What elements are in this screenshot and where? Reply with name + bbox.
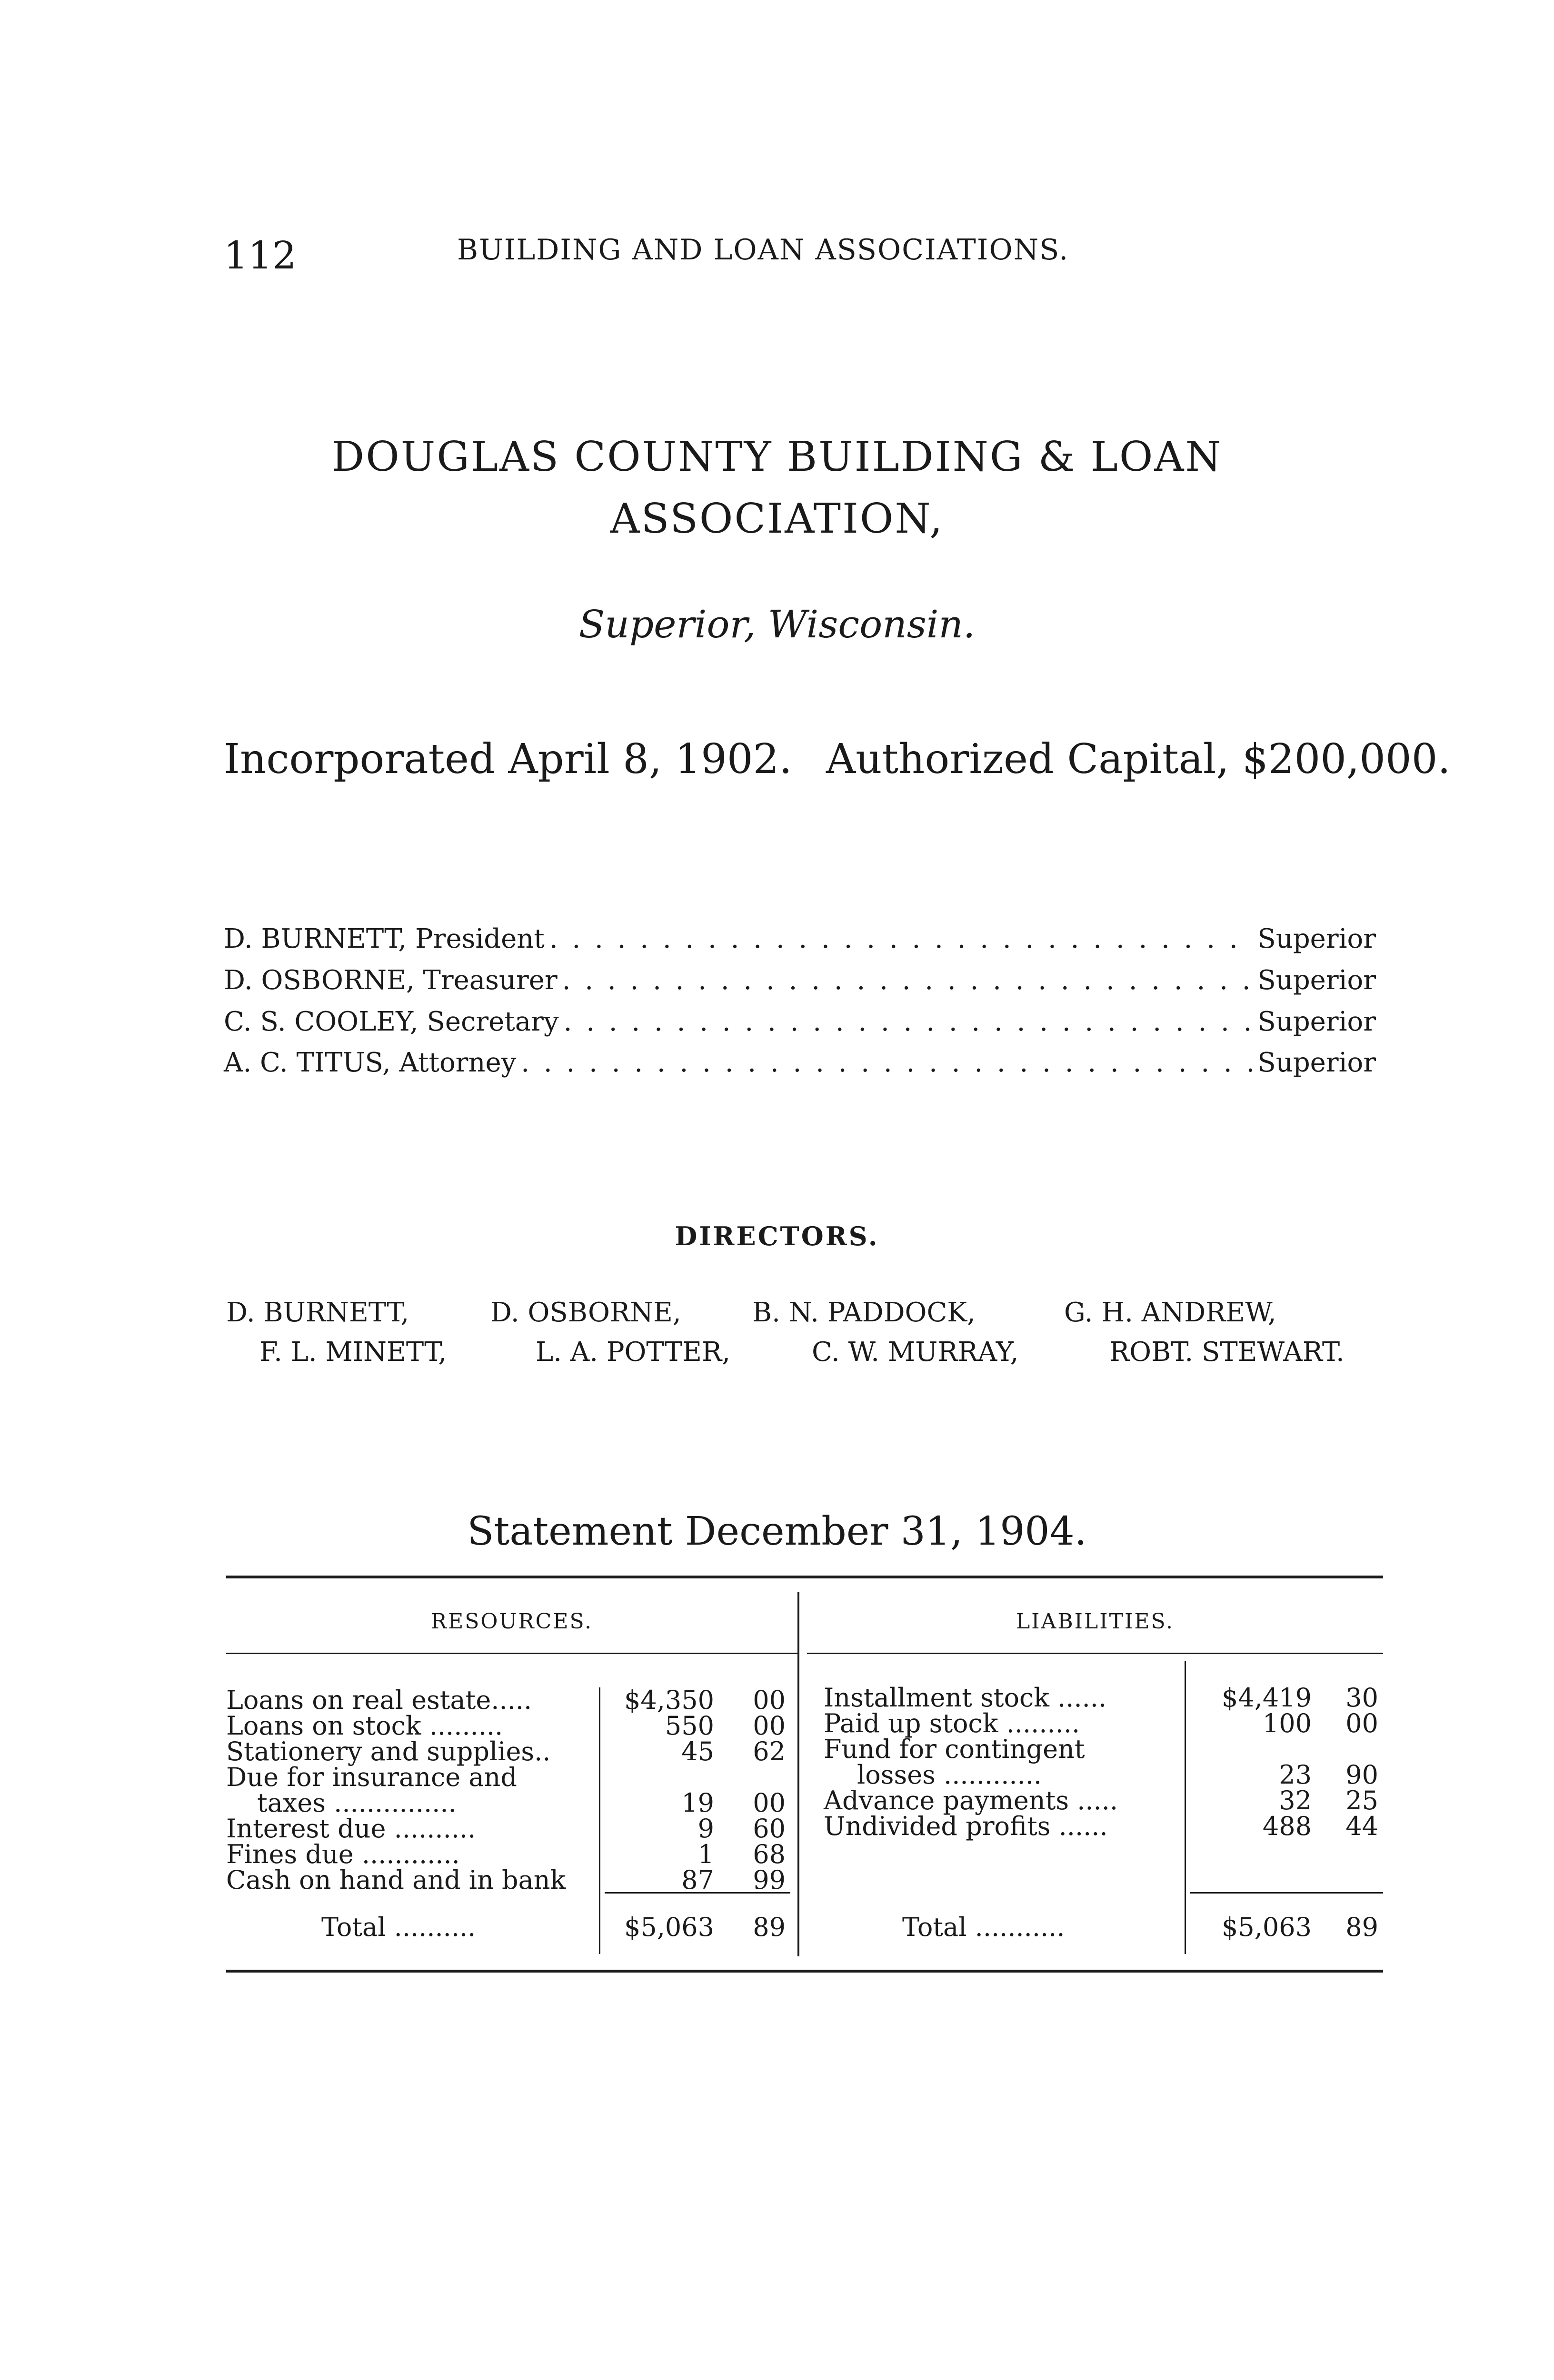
resource-cents: 00 [753,1711,786,1741]
director-name: ROBT. STEWART. [1109,1337,1345,1368]
director-name: G. H. ANDREW, [1064,1297,1276,1328]
table-bottom-rule [226,1970,1383,1973]
resource-dollars: 9 [697,1814,714,1844]
resources-column-rule [599,1687,600,1954]
director-name: D. OSBORNE, [490,1297,681,1328]
officer-city: Superior [1257,965,1376,996]
liability-label: Paid up stock ......... [824,1708,1080,1738]
liability-dollars: 100 [1262,1708,1312,1738]
resource-label: Fines due ............ [226,1839,460,1869]
liabilities-total-dollars: $5,063 [1222,1912,1312,1942]
resource-dollars: 45 [681,1736,714,1766]
director-name: D. BURNETT, [226,1297,409,1328]
incorporation-date: Incorporated April 8, 1902. [224,735,792,783]
liability-cents: 25 [1345,1785,1378,1815]
officer-city: Superior [1257,923,1376,954]
resource-label: Due for insurance and [226,1762,517,1792]
liability-dollars: $4,419 [1222,1683,1312,1713]
liability-label: Installment stock ...... [824,1683,1107,1713]
resource-label: Cash on hand and in bank [226,1865,566,1895]
liability-cents: 44 [1345,1811,1378,1841]
dot-leader [521,1047,1253,1078]
liabilities-total-label: Total ........... [902,1912,1065,1942]
officer-city: Superior [1257,1047,1376,1078]
liability-dollars: 23 [1279,1760,1312,1790]
liability-label: Fund for contingent [824,1734,1085,1764]
liability-cents: 30 [1345,1683,1378,1713]
resource-dollars: $4,350 [624,1685,714,1715]
resource-dollars: 19 [681,1788,714,1818]
running-head: BUILDING AND LOAN ASSOCIATIONS. [457,233,1069,267]
officer-name: D. BURNETT, President [224,923,545,954]
statement-title: Statement December 31, 1904. [467,1509,1087,1554]
officer-name: D. OSBORNE, Treasurer [224,965,558,996]
director-name: F. L. MINETT, [259,1337,447,1368]
resource-label: Interest due .......... [226,1814,476,1844]
dot-leader [564,1006,1253,1037]
resource-cents: 00 [753,1788,786,1818]
liability-label: losses ............ [857,1760,1042,1790]
director-name: C. W. MURRAY, [812,1337,1019,1368]
association-title [0,426,1554,550]
resource-cents: 62 [753,1736,786,1766]
resource-cents: 60 [753,1814,786,1844]
dot-leader [562,965,1253,996]
dot-leader [549,923,1253,954]
resource-cents: 68 [753,1839,786,1869]
liability-dollars: 32 [1279,1785,1312,1815]
liabilities-column-rule [1185,1661,1186,1954]
liability-cents: 00 [1345,1708,1378,1738]
resources-total-dollars: $5,063 [624,1912,714,1942]
liabilities-total-cents: 89 [1345,1912,1378,1942]
director-name: L. A. POTTER, [536,1337,731,1368]
officer-name: C. S. COOLEY, Secretary [224,1006,559,1037]
officer-name: A. C. TITUS, Attorney [224,1047,517,1078]
center-divider [797,1592,799,1956]
liability-dollars: 488 [1262,1811,1312,1841]
association-location: Superior, Wisconsin. [578,602,976,646]
officer-row [224,1047,1376,1081]
liability-label: Advance payments ..... [824,1785,1118,1815]
officer-row [224,923,1376,957]
liabilities-heading: LIABILITIES. [1016,1609,1175,1634]
resources-total-cents: 89 [753,1912,786,1942]
liability-label: Undivided profits ...... [824,1811,1108,1841]
resource-dollars: 550 [665,1711,714,1741]
resource-label: Loans on stock ......... [226,1711,503,1741]
association-title-line2: ASSOCIATION, [610,495,944,543]
directors-heading: DIRECTORS. [675,1221,879,1251]
director-name: B. N. PADDOCK, [752,1297,976,1328]
resource-label: taxes ............... [257,1788,457,1818]
authorized-capital: Authorized Capital, $200,000. [826,735,1451,783]
page-number: 112 [224,233,297,278]
liabilities-header-rule [807,1653,1383,1654]
association-title-line1: DOUGLAS COUNTY BUILDING & LOAN [331,433,1223,481]
resource-label: Stationery and supplies.. [226,1736,551,1766]
resource-label: Loans on real estate..... [226,1685,532,1715]
table-top-rule [226,1576,1383,1578]
officer-row [224,1006,1376,1040]
resource-dollars: 1 [697,1839,714,1869]
resources-total-label: Total .......... [321,1912,476,1942]
liability-cents: 90 [1345,1760,1378,1790]
resources-heading: RESOURCES. [430,1609,593,1634]
officer-row [224,965,1376,998]
resource-cents: 99 [753,1865,786,1895]
resource-cents: 00 [753,1685,786,1715]
officer-city: Superior [1257,1006,1376,1037]
liabilities-total-rule [1190,1892,1383,1894]
resource-dollars: 87 [681,1865,714,1895]
resources-header-rule [226,1653,797,1654]
